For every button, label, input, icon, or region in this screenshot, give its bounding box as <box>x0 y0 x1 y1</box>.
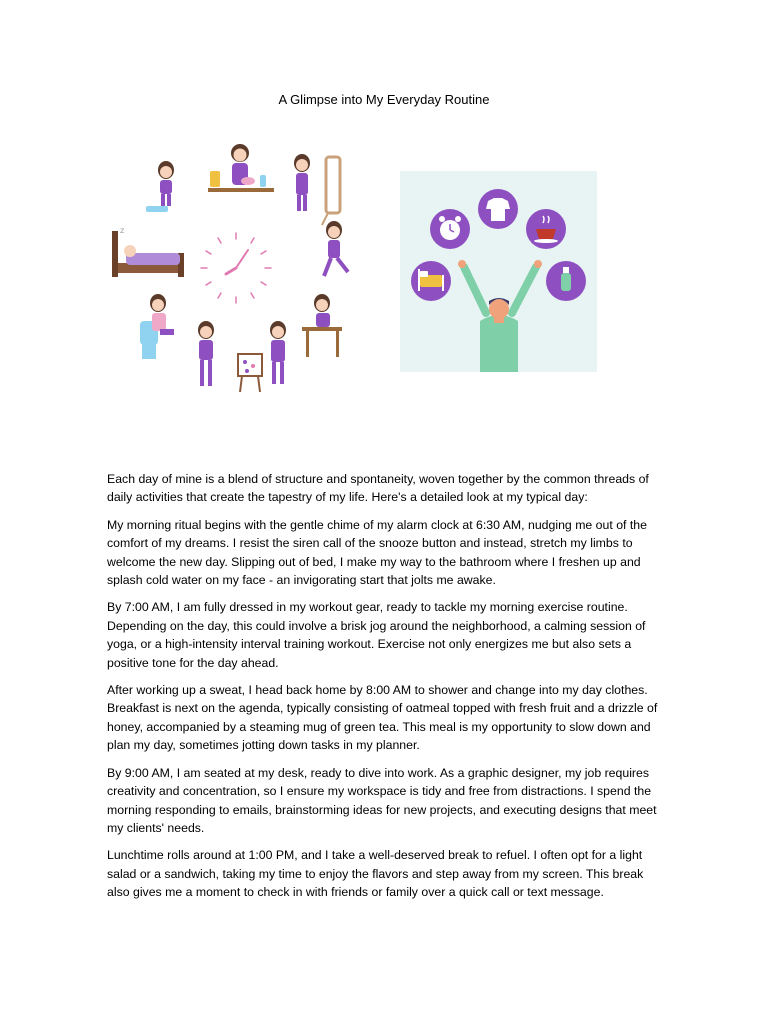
girl-dressing-mirror-figure <box>294 154 340 225</box>
girl-toilet-figure <box>140 294 174 359</box>
clock-icon <box>201 233 271 303</box>
svg-text:z: z <box>120 226 125 235</box>
girl-jogging-figure <box>324 221 348 276</box>
daily-tasks-juggling-illustration <box>400 171 597 372</box>
girl-breakfast-figure <box>208 144 274 192</box>
girl-standing-figure <box>198 321 214 386</box>
bed-icon <box>411 261 451 301</box>
cleaning-bottle-icon <box>546 261 586 301</box>
document-title: A Glimpse into My Everyday Routine <box>278 92 490 107</box>
paragraph: By 9:00 AM, I am seated at my desk, ready to dive into work. As a graphic designer, my job requires creativity and concentration, so I ensure my workspace is tidy and free from distractions. I spend the morning responding to emails, brainstorming ideas for new projects, and executing designs that meet my clients' needs. <box>107 765 657 835</box>
shirt-icon <box>478 189 518 229</box>
daily-routine-clock-illustration <box>108 138 370 396</box>
paragraph: Each day of mine is a blend of structure and spontaneity, woven together by the common threads of daily activities that create the tapestry of my life. Here's a detailed look at my typical day: <box>107 472 649 505</box>
paragraph: Lunchtime rolls around at 1:00 PM, and I take a well-deserved break to refuel. I often opt for a light salad or a sandwich, taking my time to enjoy the flavors and step away from my screen. This break also gives me a moment to check in with friends or family over a quick call or text message. <box>107 848 644 900</box>
paragraph: After working up a sweat, I head back home by 8:00 AM to shower and change into my day clothes. Breakfast is next on the agenda, typically consisting of oatmeal topped with fresh fruit and a drizzle of honey, accompanied by a steaming mug of green tea. This meal is my opportunity to slow down and plan my day, sometimes jotting down tasks in my planner. <box>107 683 658 753</box>
document-body <box>107 470 667 911</box>
girl-brushing-teeth-figure <box>146 161 174 212</box>
alarm-clock-icon <box>430 209 470 249</box>
girl-desk-figure <box>302 294 342 357</box>
paragraph: By 7:00 AM, I am fully dressed in my workout gear, ready to tackle my morning exercise routine. Depending on the day, this could involve a brisk jog around the neighborhood, a calming session of yoga, or a high-intensity interval training workout. Exercise not only energizes me but also sets a positive tone for the day ahead. <box>107 600 646 670</box>
girl-sleeping-bed-figure <box>112 226 184 277</box>
girl-board-figure <box>238 321 286 392</box>
paragraph: My morning ritual begins with the gentle chime of my alarm clock at 6:30 AM, nudging me out of the comfort of my dreams. I resist the siren call of the snooze button and instead, stretch my limbs to welcome the new day. Slipping out of bed, I make my way to the bathroom where I freshen up and splash cold water on my face - an invigorating start that jolts me awake. <box>107 517 647 588</box>
coffee-cup-icon <box>526 209 566 249</box>
